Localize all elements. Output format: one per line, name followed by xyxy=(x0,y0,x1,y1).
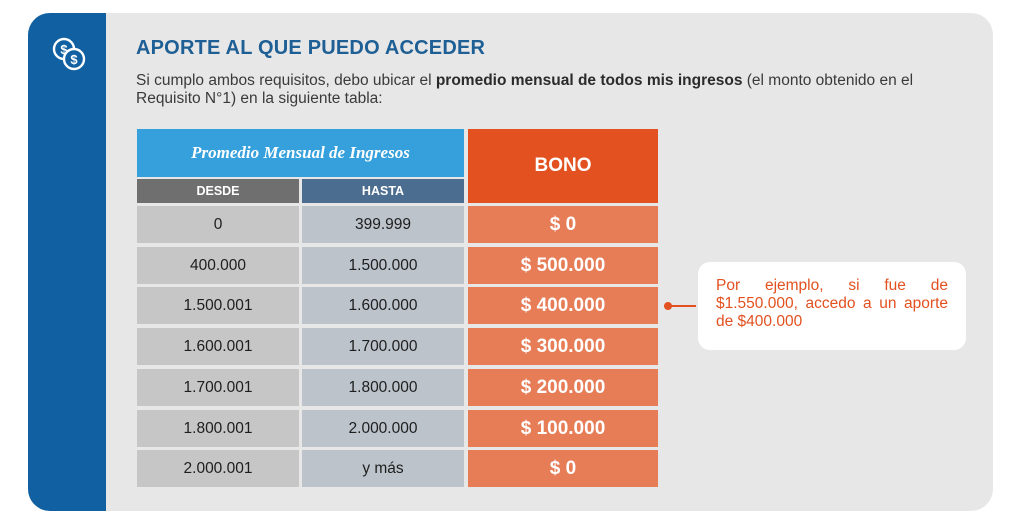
description-text-after: (el monto obtenido en el Requisito N°1) en la siguiente tabla: xyxy=(136,72,914,107)
cell-desde: 1.500.001 xyxy=(137,287,299,324)
header-desde: DESDE xyxy=(137,179,299,203)
cell-bono: $ 100.000 xyxy=(468,410,658,447)
cell-bono: $ 0 xyxy=(468,450,658,487)
cell-hasta: 1.600.000 xyxy=(302,287,464,324)
svg-text:$: $ xyxy=(60,42,68,57)
cell-hasta: 1.500.000 xyxy=(302,247,464,284)
cell-hasta: 1.700.000 xyxy=(302,328,464,365)
description-text-before: Si cumplo ambos requisitos, debo ubicar el xyxy=(136,72,436,89)
cell-hasta: y más xyxy=(302,450,464,487)
sidebar-band xyxy=(28,13,106,511)
info-card xyxy=(28,13,993,511)
description-bold-text: promedio mensual de todos mis ingresos xyxy=(435,72,743,89)
cell-hasta: 2.000.000 xyxy=(302,410,464,447)
cell-bono: $ 300.000 xyxy=(468,328,658,365)
cell-bono: $ 200.000 xyxy=(468,369,658,406)
cell-desde: 1.800.001 xyxy=(137,410,299,447)
description xyxy=(136,72,966,108)
connector-line xyxy=(668,305,696,307)
header-promedio: Promedio Mensual de Ingresos xyxy=(137,129,464,177)
header-bono: BONO xyxy=(468,129,658,203)
header-hasta: HASTA xyxy=(302,179,464,203)
connector-dot xyxy=(664,302,672,310)
example-note: Por ejemplo, si fue de $1.550.000, accedo a un aporte de $400.000 xyxy=(698,262,966,350)
cell-desde: 0 xyxy=(137,206,299,243)
cell-desde: 2.000.001 xyxy=(137,450,299,487)
cell-bono: $ 400.000 xyxy=(468,287,658,324)
cell-bono: $ 0 xyxy=(468,206,658,243)
cell-desde: 1.700.001 xyxy=(137,369,299,406)
cell-hasta: 399.999 xyxy=(302,206,464,243)
svg-text:$: $ xyxy=(70,52,78,67)
cell-desde: 400.000 xyxy=(137,247,299,284)
cell-hasta: 1.800.000 xyxy=(302,369,464,406)
page-title: APORTE AL QUE PUEDO ACCEDER xyxy=(136,37,486,59)
cell-bono: $ 500.000 xyxy=(468,247,658,284)
coins-icon xyxy=(50,35,88,73)
cell-desde: 1.600.001 xyxy=(137,328,299,365)
